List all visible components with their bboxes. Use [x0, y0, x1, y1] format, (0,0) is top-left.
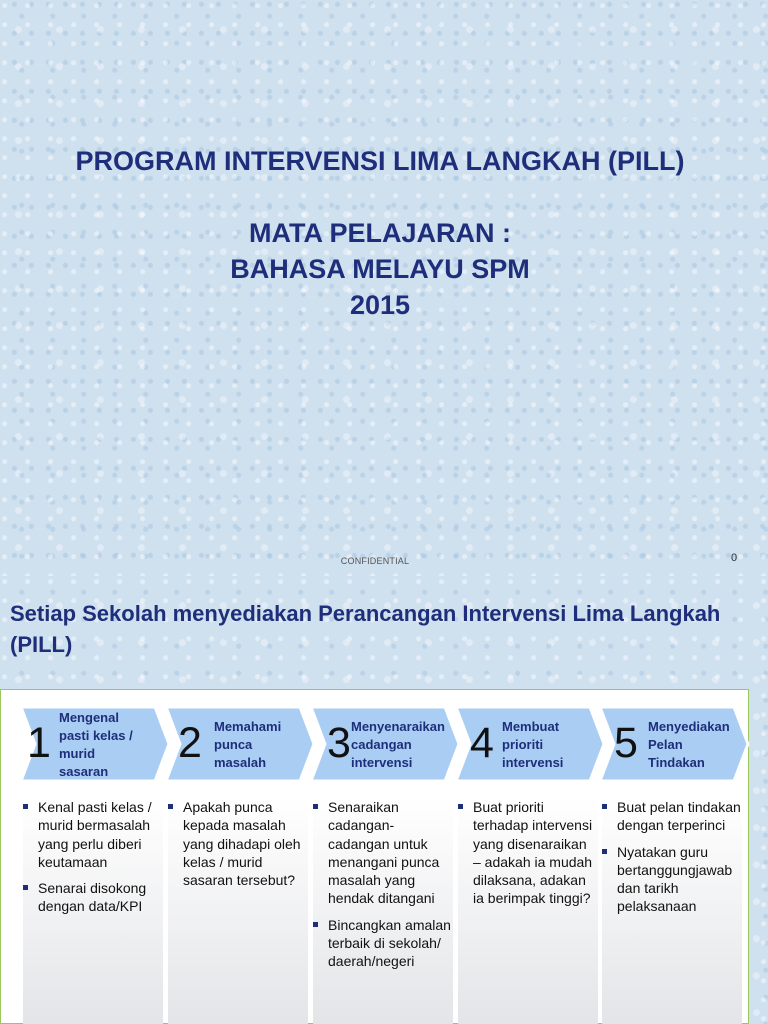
bullet-icon — [313, 804, 318, 809]
bullet-icon — [458, 804, 463, 809]
year-label: 2015 — [349, 290, 411, 320]
step-1-details — [23, 798, 163, 1024]
bullet-text: Senarai disokong dengan data/KPI — [38, 880, 147, 915]
steps-slide — [0, 576, 768, 1024]
bullet-text: Buat pelan tindakan dengan terperinci — [617, 799, 741, 834]
bullet-icon — [313, 922, 318, 927]
list-item — [458, 798, 598, 908]
step-2-chevron — [164, 705, 316, 783]
list-item — [23, 879, 163, 916]
step-3-chevron — [309, 705, 461, 783]
step-3-label: Menyenaraikan cadangan intervensi — [351, 719, 445, 770]
bullet-icon — [23, 885, 28, 890]
bullet-text: Senaraikan cadangan-cadangan untuk menangani punca masalah yang hendak ditangani — [328, 799, 440, 907]
step-4-details — [458, 798, 598, 1024]
step-3-number: 3 — [327, 719, 351, 767]
step-1-chevron — [19, 705, 171, 783]
bullet-icon — [602, 849, 607, 854]
step-5-label: Menyediakan Pelan Tindakan — [648, 719, 730, 770]
step-4-chevron — [454, 705, 606, 783]
program-title: PROGRAM INTERVENSI LIMA LANGKAH (PILL) — [75, 146, 685, 176]
step-3-details — [313, 798, 453, 1024]
step-4-label: Membuat prioriti intervensi — [502, 719, 564, 770]
bullet-text: Buat prioriti terhadap intervensi yang disenaraikan – adakah ia mudah dilaksana, adakan ia berimpak tinggi? — [473, 799, 593, 907]
list-item — [313, 798, 453, 908]
confidential-footer: CONFIDENTIAL — [340, 556, 410, 566]
bullet-text: Bincangkan amalan terbaik di sekolah/ daerah/negeri — [328, 916, 451, 970]
step-4-number: 4 — [470, 719, 494, 767]
bullet-text: Kenal pasti kelas / murid bermasalah yang perlu diberi keutamaan — [38, 799, 152, 870]
step-2-details — [168, 798, 308, 1024]
list-item — [602, 843, 742, 916]
bullet-text: Nyatakan guru bertanggungjawab dan tarikh pelaksanaan — [617, 843, 733, 915]
step-1-number: 1 — [27, 719, 51, 767]
step-1-label: Mengenal pasti kelas / murid sasaran — [59, 710, 133, 779]
bullet-icon — [23, 804, 28, 809]
list-item — [602, 798, 742, 835]
bullet-icon — [168, 804, 173, 809]
step-2-label: Memahami punca masalah — [214, 719, 282, 770]
step-5-details — [602, 798, 742, 1024]
bullet-icon — [602, 804, 607, 809]
subject-name: BAHASA MELAYU SPM — [230, 254, 530, 284]
slide-heading: Setiap Sekolah menyediakan Perancangan Intervensi Lima Langkah (PILL) — [10, 601, 721, 657]
steps-panel — [0, 689, 749, 1024]
step-2-number: 2 — [178, 719, 202, 767]
step-5-chevron — [598, 705, 750, 783]
step-5-number: 5 — [614, 719, 638, 767]
bullet-text: Apakah punca kepada masalah yang dihadapi oleh kelas / murid sasaran tersebut? — [183, 799, 301, 889]
list-item — [313, 916, 453, 971]
page-number: 0 — [731, 552, 738, 564]
list-item — [168, 798, 308, 889]
subject-label: MATA PELAJARAN : — [249, 218, 511, 248]
list-item — [23, 798, 163, 871]
